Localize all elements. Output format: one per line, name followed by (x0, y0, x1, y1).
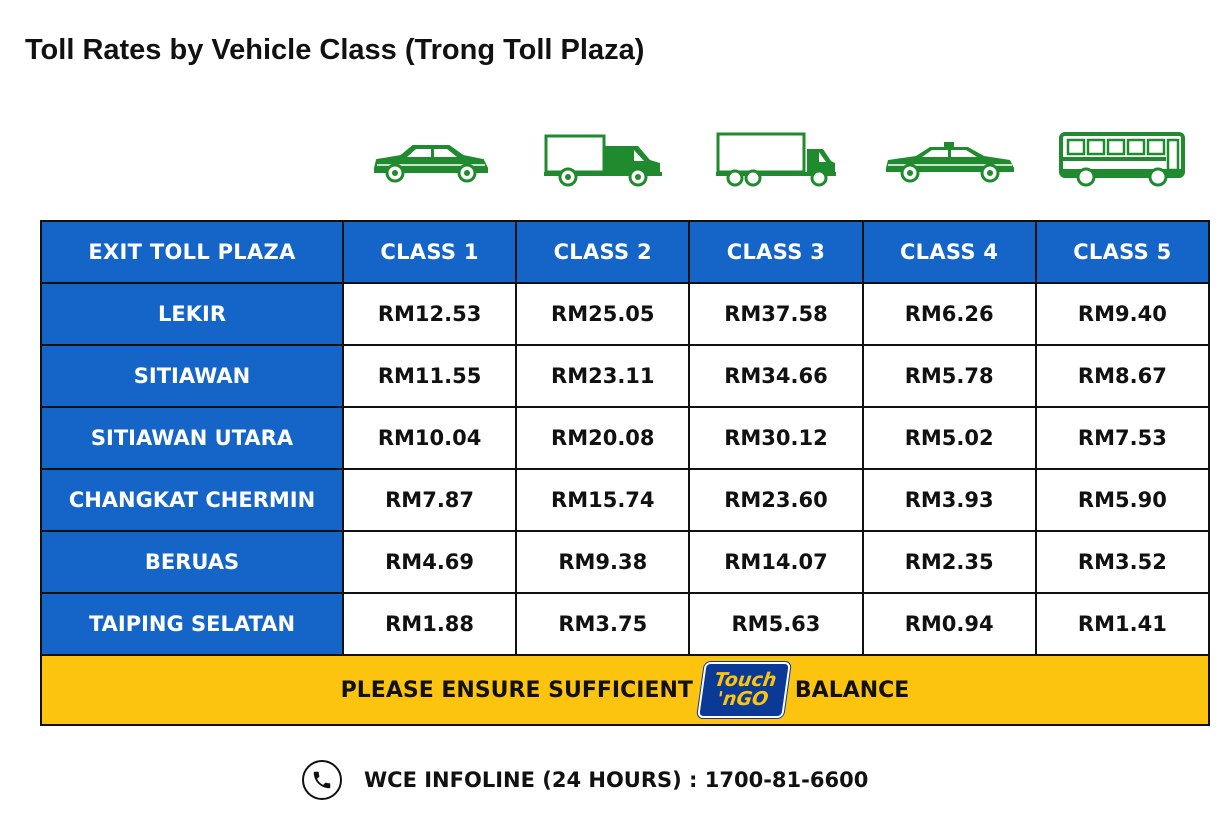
exit-name: TAIPING SELATAN (41, 593, 343, 655)
vehicle-icons-row (344, 125, 1210, 195)
table-header-row (41, 221, 1209, 283)
rate-class-4: RM5.02 (863, 407, 1036, 469)
exit-name: BERUAS (41, 531, 343, 593)
class-2-icon-cell (517, 125, 690, 195)
header-class-2: CLASS 2 (516, 221, 689, 283)
car-icon (371, 138, 491, 183)
exit-name: CHANGKAT CHERMIN (41, 469, 343, 531)
rate-class-2: RM15.74 (516, 469, 689, 531)
rate-class-3: RM30.12 (689, 407, 862, 469)
rate-class-2: RM20.08 (516, 407, 689, 469)
logo-line-1: Touch (712, 669, 778, 691)
table-row (41, 469, 1209, 531)
rate-class-4: RM0.94 (863, 593, 1036, 655)
rate-class-3: RM23.60 (689, 469, 862, 531)
footer-left-text: PLEASE ENSURE SUFFICIENT (340, 677, 693, 703)
exit-name: SITIAWAN UTARA (41, 407, 343, 469)
rate-class-1: RM4.69 (343, 531, 516, 593)
rate-class-3: RM34.66 (689, 345, 862, 407)
table-row (41, 593, 1209, 655)
rate-class-2: RM3.75 (516, 593, 689, 655)
rate-class-4: RM5.78 (863, 345, 1036, 407)
large-truck-icon (715, 131, 839, 189)
table-row (41, 531, 1209, 593)
header-exit-toll-plaza: EXIT TOLL PLAZA (41, 221, 343, 283)
rate-class-1: RM1.88 (343, 593, 516, 655)
rate-class-5: RM9.40 (1036, 283, 1209, 345)
exit-name: LEKIR (41, 283, 343, 345)
rate-class-3: RM37.58 (689, 283, 862, 345)
rate-class-5: RM3.52 (1036, 531, 1209, 593)
header-class-3: CLASS 3 (689, 221, 862, 283)
class-1-icon-cell (344, 125, 517, 195)
footer-row (41, 655, 1209, 725)
header-class-4: CLASS 4 (863, 221, 1036, 283)
page-title: Toll Rates by Vehicle Class (Trong Toll Plaza) (25, 34, 645, 66)
exit-name: SITIAWAN (41, 345, 343, 407)
rate-class-2: RM23.11 (516, 345, 689, 407)
rate-class-5: RM8.67 (1036, 345, 1209, 407)
rate-class-1: RM12.53 (343, 283, 516, 345)
logo-line-2: 'nGO (715, 688, 770, 710)
rate-class-3: RM5.63 (689, 593, 862, 655)
rate-class-3: RM14.07 (689, 531, 862, 593)
class-3-icon-cell (690, 125, 863, 195)
rate-class-1: RM11.55 (343, 345, 516, 407)
rate-class-5: RM1.41 (1036, 593, 1209, 655)
rate-class-5: RM5.90 (1036, 469, 1209, 531)
infoline-text: WCE INFOLINE (24 HOURS) : 1700-81-6600 (364, 768, 869, 792)
header-class-5: CLASS 5 (1036, 221, 1209, 283)
footer-right-text: BALANCE (794, 677, 910, 703)
footer-banner (41, 655, 1209, 725)
toll-rates-table (40, 220, 1210, 726)
taxi-icon (882, 136, 1018, 184)
touch-n-go-logo (697, 662, 791, 718)
rate-class-2: RM25.05 (516, 283, 689, 345)
table-row (41, 407, 1209, 469)
class-5-icon-cell (1037, 125, 1210, 195)
rate-class-5: RM7.53 (1036, 407, 1209, 469)
rate-class-1: RM10.04 (343, 407, 516, 469)
bus-icon (1058, 131, 1188, 189)
footer-content (42, 662, 1208, 718)
infoline (302, 760, 868, 800)
class-4-icon-cell (864, 125, 1037, 195)
rate-class-2: RM9.38 (516, 531, 689, 593)
rate-class-1: RM7.87 (343, 469, 516, 531)
rate-class-4: RM3.93 (863, 469, 1036, 531)
small-truck-icon (542, 132, 666, 188)
phone-icon (302, 760, 342, 800)
rate-class-4: RM2.35 (863, 531, 1036, 593)
table-row (41, 345, 1209, 407)
header-class-1: CLASS 1 (343, 221, 516, 283)
table-row (41, 283, 1209, 345)
rate-class-4: RM6.26 (863, 283, 1036, 345)
